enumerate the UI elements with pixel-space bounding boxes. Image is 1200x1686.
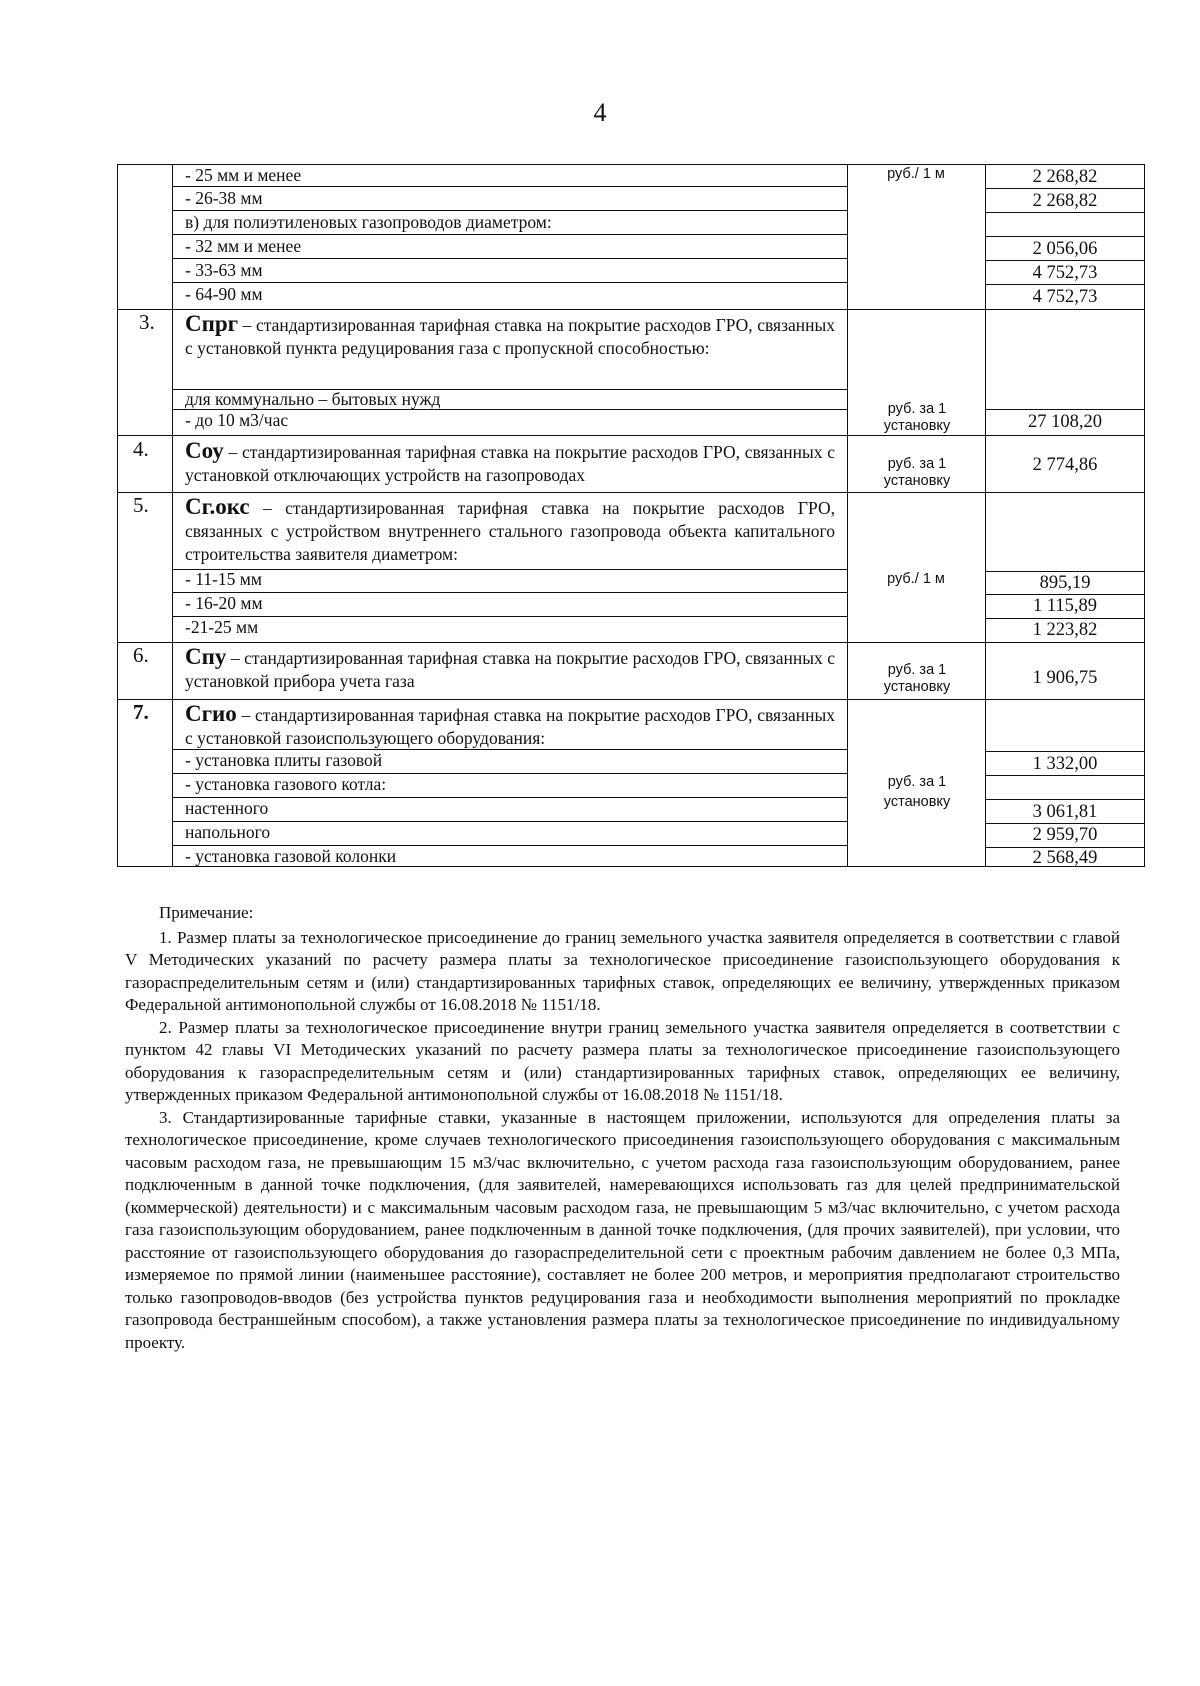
list-item: -21-25 мм [185, 617, 259, 637]
value-row-line [985, 775, 1145, 776]
tariff-code: Соу [185, 438, 224, 463]
value-cell: 1 223,82 [1032, 620, 1098, 640]
tariff-code: Спу [185, 644, 227, 669]
list-item: - 33-63 мм [185, 260, 263, 280]
value-cell: 2 774,86 [1032, 455, 1098, 475]
note-paragraph: 2. Размер платы за технологическое присоединение внутри границ земельного участка заявителя определяется в соответствии с пунктом 42 главы VI Методических указаний по расчету размера платы за технологическое присоединение газоиспользующего оборудования к газораспределительным сетям и (или) стандартизированных тарифных ставок, определяющих ее величину, утвержденных приказом Федеральной антимонопольной службы от 16.08.2018 № 1151/18. [125, 1017, 1120, 1104]
unit-label: руб. за 1 установку [883, 774, 951, 810]
list-item: напольного [185, 822, 271, 842]
tariff-table [117, 164, 1145, 867]
row-separator [117, 492, 1145, 493]
tariff-code: Сгио [185, 701, 237, 726]
row-number: 5. [133, 493, 149, 517]
value-cell: 895,19 [1039, 573, 1091, 593]
description-text: – стандартизированная тарифная ставка на покрытие расходов ГРО, связанных с установкой отключающих устройств на газопроводах [185, 442, 835, 485]
sub-row-line [172, 569, 847, 570]
list-item: - 64-90 мм [185, 284, 263, 304]
list-item: - до 10 м3/час [185, 410, 289, 430]
value-row-line [985, 751, 1145, 752]
value-cell: 3 061,81 [1032, 802, 1098, 822]
value-cell: 2 056,06 [1032, 239, 1098, 259]
row-description [185, 702, 835, 750]
row-description [185, 645, 835, 693]
value-cell: 1 115,89 [1032, 596, 1098, 616]
sub-row-line [172, 258, 847, 259]
list-item: в) для полиэтиленовых газопроводов диаметром: [185, 212, 552, 232]
sub-row-line [172, 592, 847, 593]
row-description [185, 312, 835, 360]
value-cell: 2 268,82 [1032, 191, 1098, 211]
value-cell: 2 959,70 [1032, 825, 1098, 845]
unit-label: руб. за 1 установку [883, 662, 951, 695]
page-number: 4 [593, 98, 607, 127]
value-cell: 4 752,73 [1032, 287, 1098, 307]
notes-section [125, 902, 1120, 1354]
row-number: 6. [133, 643, 149, 667]
description-text: – стандартизированная тарифная ставка на покрытие расходов ГРО, связанных с установкой пункта редуцирования газа с пропускной способностью: [185, 315, 835, 358]
list-item: - 11-15 мм [185, 569, 262, 589]
row-separator [117, 309, 1145, 310]
row-number: 7. [133, 700, 149, 724]
row-separator [117, 435, 1145, 436]
description-text: – стандартизированная тарифная ставка на покрытие расходов ГРО, связанных с устройством внутреннего стального газопровода объекта капитального строительства заявителя диаметром: [185, 498, 835, 564]
value-cell: 2 568,49 [1032, 848, 1098, 868]
value-row-line [985, 799, 1145, 800]
row-separator [117, 642, 1145, 643]
note-paragraph: 3. Стандартизированные тарифные ставки, указанные в настоящем приложении, используются для определения платы за технологическое присоединение, кроме случаев технологического присоединения газоиспользующего оборудования с максимальным часовым расходом газа, не превышающим 15 м3/час включительно, с учетом расхода газа газоиспользующим оборудованием, ранее подключенным в данной точке подключения, (для заявителей, намеревающихся использовать газ для целей предпринимательской (коммерческой) деятельности) и с максимальным часовым расходом газа, не превышающим 5 м3/час включительно, с учетом расхода газа газоиспользующим оборудованием, ранее подключенным в данной точке подключения, (для прочих заявителей), при условии, что расстояние от газоиспользующего оборудования до газораспределительной сети с проектным рабочим давлением не более 0,3 МПа, измеряемое по прямой линии (наименьшее расстояние), составляет не более 200 метров, и мероприятия предполагают строительство только газопроводов-вводов (без устройства пунктов редуцирования газа и необходимости выполнения мероприятий по прокладке газопровода бестраншейным способом), а также установления размера платы за технологическое присоединение по индивидуальному проекту. [125, 1107, 1120, 1352]
row-description [185, 439, 835, 487]
value-row-line [985, 236, 1145, 237]
list-item: - установка плиты газовой [185, 750, 383, 770]
unit-label: руб./ 1 м [887, 166, 945, 182]
list-item: - 32 мм и менее [185, 236, 302, 256]
tariff-code: Спрг [185, 311, 239, 336]
unit-label: руб. за 1 установку [883, 456, 951, 489]
value-cell: 1 906,75 [1032, 668, 1098, 688]
unit-label: руб./ 1 м [887, 571, 945, 587]
sub-row-line [172, 186, 847, 187]
sub-row-line [172, 797, 847, 798]
description-text: – стандартизированная тарифная ставка на покрытие расходов ГРО, связанных с установкой газоиспользующего оборудования: [185, 705, 835, 748]
tariff-code: Сг.окс [185, 494, 250, 519]
value-cell: 27 108,20 [1028, 412, 1102, 432]
description-text: – стандартизированная тарифная ставка на покрытие расходов ГРО, связанных с установкой прибора учета газа [185, 648, 835, 691]
value-cell: 2 268,82 [1032, 167, 1098, 187]
list-item: - 26-38 мм [185, 188, 263, 208]
col-divider-1 [172, 164, 173, 867]
value-row-line [985, 284, 1145, 285]
unit-label: руб. за 1 установку [883, 401, 951, 434]
row-description [185, 495, 835, 566]
col-divider-2 [847, 164, 848, 867]
list-item: - 25 мм и менее [185, 165, 302, 185]
value-cell: 1 332,00 [1032, 754, 1098, 774]
list-item: - установка газового котла: [185, 774, 387, 794]
list-item: настенного [185, 798, 269, 818]
list-item: - установка газовой колонки [185, 846, 397, 866]
row-number: 3. [139, 310, 155, 334]
sub-row-line [172, 821, 847, 822]
value-cell: 4 752,73 [1032, 263, 1098, 283]
note-paragraph: 1. Размер платы за технологическое присоединение до границ земельного участка заявителя определяется в соответствии с главой V Методических указаний по расчету размера платы за технологическое присоединение газоиспользующего оборудования к газораспределительным сетям и (или) стандартизированных тарифных ставок, определяющих ее величину, утвержденных приказом Федеральной антимонопольной службы от 16.08.2018 № 1151/18. [125, 927, 1120, 1014]
value-row-line [985, 212, 1145, 213]
notes-heading: Примечание: [159, 903, 254, 922]
row-number: 4. [133, 437, 149, 461]
value-row-line [985, 260, 1145, 261]
value-row-line [985, 409, 1145, 410]
sub-row-line [172, 616, 847, 617]
sub-row-line [172, 282, 847, 283]
value-row-line [985, 188, 1145, 189]
row-separator [117, 699, 1145, 700]
list-item: для коммунально – бытовых нужд [185, 389, 441, 409]
list-item: - 16-20 мм [185, 593, 263, 613]
